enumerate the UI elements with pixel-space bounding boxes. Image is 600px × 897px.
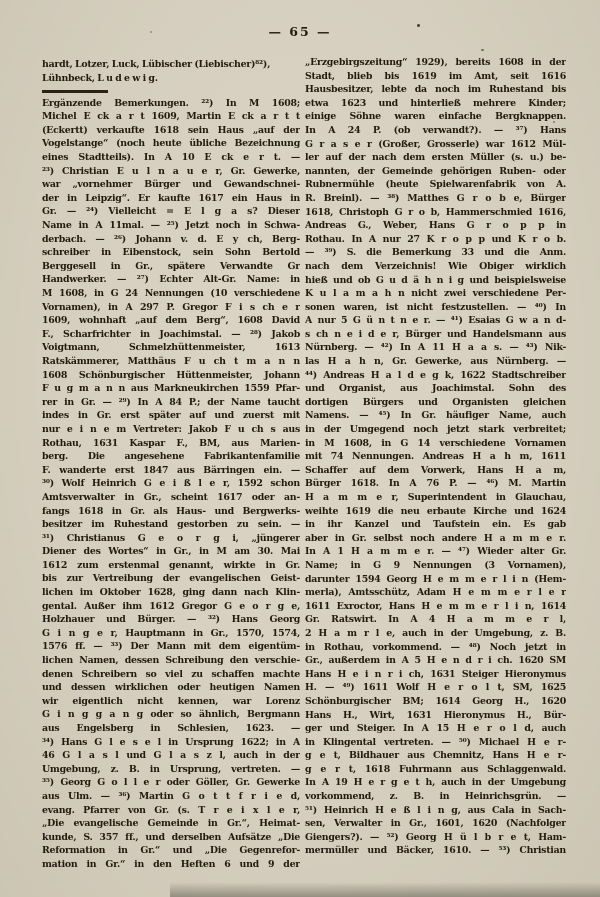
- text-line: Hans H e i n r i ch, 1631 Steiger Hieronymus: [305, 668, 566, 680]
- text-line: F. wanderte erst 1847 aus Bärringen ein. —: [42, 464, 300, 476]
- section-heading-line: [42, 97, 300, 111]
- text-line: G r a s e r (Großer, Grosserle) war 1612 Mül-: [305, 138, 566, 150]
- text-line: ³⁰) Wolf Heinrich G e i ß l e r, 1592 schon: [42, 478, 300, 490]
- text-line: aber in Gr. selbst noch andere H a m m e r.: [305, 532, 566, 544]
- text-line: besitzer im Ruhestand gestorben zu sein. —: [42, 519, 300, 531]
- left-column-body: [42, 110, 300, 871]
- text-line: Gr. — ²⁴) Vielleicht = E l g a s? Dieser: [42, 206, 300, 218]
- text-line: Gr. Ratswirt. In A 4 H a m m e r l,: [305, 614, 566, 626]
- text-line: H. — ⁴⁹) 1611 Wolf H e r o l t, SM, 1625: [305, 682, 566, 694]
- text-line: H a m m e r, Superintendent in Glauchau,: [305, 492, 566, 503]
- text-line: ger und Steiger. In A 15 H e r o l d, auch: [305, 723, 566, 735]
- text-line: eines Stadtteils). In A 10 E ck e r t. —: [42, 152, 300, 164]
- text-line: Nürnberg. — ⁴²) In A 11 H a a s. — ⁴³) Nik-: [305, 342, 566, 354]
- text-line: ³¹) Christianus G e o r g i, „jüngerer: [42, 532, 300, 544]
- text-line: schreiber in Eibenstock, sein Sohn Bertold: [42, 247, 300, 259]
- text-line: war „vornehmer Bürger und Gewandschnei-: [42, 179, 300, 191]
- text-line: Bürger 1618. In A 76 P. — ⁴⁶) M. Martin: [305, 478, 566, 490]
- text-line: A nur 5 G ü n t n e r. — ⁴¹) Esaias G w a n d-: [305, 315, 566, 327]
- text-line: nannten, der Gemeinde gehörigen Ruben- oder: [305, 165, 566, 177]
- text-line: ⁵¹) Heinrich H e ß l i n g, aus Cala in Sach-: [305, 804, 566, 816]
- text-line: g e t, Bildhauer aus Chemnitz, Hans H e r-: [305, 750, 566, 762]
- text-line: (Eckertt) verkaufte 1618 sein Haus „auf der: [42, 124, 300, 136]
- text-line: G i n g e r, Hauptmann in Gr., 1570, 1574,: [42, 627, 300, 639]
- text-line: 1609, wohnhaft „auf dem Berg“, 1608 David: [42, 315, 300, 327]
- text-line: Hausbesitzer, lebte da noch im Ruhestand bis: [305, 84, 566, 96]
- text-line: 1618, Christoph G r o b, Hammerschmied 1616,: [305, 206, 566, 218]
- right-column-body: [305, 56, 566, 858]
- text-line: mation in Gr.“ in den Heften 6 und 9 der: [42, 858, 300, 870]
- text-line: Name; in G 9 Nennungen (3 Vornamen),: [305, 559, 566, 571]
- text-line: Voigtmann, Schmelzhüttenmeister, 1613: [42, 342, 300, 354]
- text-line: In A 19 H e r g e t h, auch in der Umgebung: [305, 777, 566, 789]
- text-line: und dessen wirklichen oder heutigen Namen: [42, 682, 300, 694]
- text-line: Schönburgischer BM; 1614 Georg H., 1620: [305, 695, 566, 707]
- page-number: — 65 —: [268, 24, 332, 39]
- text-line: Namens. — ⁴⁵) In Gr. häufiger Name, auch: [305, 410, 566, 422]
- text-line: 1576 ff. — ³³) Der Mann mit dem eigentüm-: [42, 641, 300, 653]
- text-line: ler auf der nach dem ersten Müller (s. u.) be-: [305, 152, 566, 164]
- scan-speck: [417, 24, 420, 27]
- text-line: 46 G l a s l und G l a s z l, auch in der: [42, 750, 300, 762]
- text-line: in der Umgegend noch jetzt stark verbreitet;: [305, 424, 566, 436]
- text-line: s ch n e i d e r, Bürger und Handelsmann aus: [305, 328, 566, 340]
- left-column-intro: [42, 58, 300, 85]
- text-line: M 1608, in G 24 Nennungen (10 verschiedene: [42, 288, 300, 299]
- text-line: 1612 zum erstenmal genannt, wirkte in Gr.: [42, 559, 300, 571]
- text-line: fangs 1618 in Gr. als Haus- und Bergwerks-: [42, 505, 300, 517]
- text-line: Rothau, 1631 Kaspar F., BM, aus Marien-: [42, 437, 300, 449]
- text-line: Diener des Wortes“ in Gr., in M am 30. Mai: [42, 546, 300, 558]
- scan-smudge: [170, 882, 600, 897]
- text-line: dortigen Bürgers und Organisten gleichen: [305, 396, 566, 408]
- scan-speck: [150, 31, 152, 33]
- text-line: Stadt, blieb bis 1619 im Amt, seit 1616: [305, 70, 566, 82]
- text-line: evang. Pfarrer von Gr. (s. T r e i x l e r,: [42, 804, 300, 816]
- text-line: — ³⁹) S. die Bemerkung 33 und die Anm.: [305, 247, 566, 259]
- text-line: Hans H., Wirt, 1631 Hieronymus H., Bür-: [305, 709, 566, 721]
- text-line: sonen waren, ist nicht festzustellen. — ⁴⁰) In: [305, 301, 566, 313]
- text-line: ³⁴) Hans G l e s e l in Ursprung 1622; in A: [42, 736, 300, 748]
- text-line: merla), Amtsschütz, Adam H e m m e r l e r: [305, 587, 566, 599]
- text-line: Vornamen), in A 297 P. Gregor F i s ch e r: [42, 301, 300, 313]
- text-line: Lühnbeck, L u d e w i g.: [42, 72, 158, 84]
- text-line: der in Leipzig“. Er kaufte 1617 ein Haus in: [42, 192, 300, 204]
- text-line: indes in Gr. erst später auf und zuerst mit: [42, 410, 300, 422]
- text-line: ²³) Christian E u l n a u e r, Gr. Gewerke,: [42, 165, 300, 177]
- scan-speck: [481, 49, 484, 51]
- text-line: einige Söhne waren einfache Bergknappen.: [305, 111, 566, 123]
- text-line: in Klingental vertreten. — ⁵⁰) Michael H e r-: [305, 736, 566, 748]
- text-line: denen Schreibern so viel zu schaffen machte: [42, 668, 300, 680]
- text-line: berg. Die angesehene Fabrikantenfamilie: [42, 451, 300, 463]
- text-line: 1611 Exroctor, Hans H e m m e r l i n, 1614: [305, 600, 566, 612]
- text-line: Rothau. In A nur 27 K r o p p und K r o b.: [305, 233, 566, 245]
- text-line: g e r t, 1618 Fuhrmann aus Schlaggenwald.: [305, 763, 566, 775]
- text-line: Name in A 11mal. — ²⁵) Jetzt noch in Schwa-: [42, 220, 300, 232]
- text-line: bis zur Vertreibung der evangelischen Geist-: [42, 573, 300, 585]
- text-line: „Erzgebirgszeitung“ 1929), bereits 1608 in der: [305, 57, 566, 68]
- text-line: kunde, S. 357 ff., und derselben Aufsätze „Die: [42, 831, 300, 843]
- text-line: Holzhauer und Bürger. — ³²) Hans Georg: [42, 614, 300, 626]
- text-line: sen, Verwalter in Gr., 1601, 1620 (Nachfolger: [305, 818, 566, 830]
- text-line: lichen im Oktober 1628, ging dann nach Klin-: [42, 587, 300, 599]
- text-line: 1608 Schönburgischer Hüttenmeister, Johann: [42, 369, 300, 381]
- text-line: rer in Gr. — ²⁹) In A 84 P.; der Name taucht: [42, 396, 300, 408]
- text-line: wir eigentlich nicht kennen, war Lorenz: [42, 695, 300, 707]
- text-line: Gr., außerdem in A 5 H e n d r i ch. 1620 SM: [305, 655, 566, 667]
- text-line: hieß und ob G u d ä h n i g und beispielsweise: [305, 274, 566, 286]
- text-line: in ihr Kanzel und Taufstein ein. Es gab: [305, 519, 566, 531]
- text-line: las H a h n, Gr. Gewerke, aus Nürnberg. —: [305, 356, 566, 368]
- text-line: Reformation in Gr.“ und „Die Gegenrefor-: [42, 845, 300, 857]
- text-line: Giengers?). — ⁵²) Georg H ü l b r e t, Ham-: [305, 831, 566, 843]
- text-line: gental. Außer ihm 1612 Gregor G e o r g e,: [42, 600, 300, 612]
- text-line: hardt, Lotzer, Luck, Lübischer (Liebischer)⁸²),: [42, 59, 271, 70]
- text-line: Handwerker. — ²⁷) Echter Alt-Gr. Name: in: [42, 274, 300, 286]
- text-line: etwa 1623 und hinterließ mehrere Kinder;: [305, 97, 566, 109]
- footnote-separator-rule: [42, 90, 108, 93]
- text-line: mermüller und Bäcker, 1610. — ⁵³) Christian: [305, 845, 566, 857]
- text-line: Rubnermühle (heute Spielwarenfabrik von A.: [305, 179, 566, 191]
- text-line: vorkommend, z. B. in Heinrichsgrün. —: [305, 791, 566, 803]
- text-line: F u g m a n n aus Markneukirchen 1559 Pfar-: [42, 383, 300, 395]
- section-title: Ergänzende Bemerkungen.: [42, 97, 189, 109]
- text-line: Michel E ck a r t 1609, Martin E ck a r t t: [42, 111, 300, 123]
- text-line: in Rothau, vorkommend. — ⁴⁸) Noch jetzt in: [305, 641, 566, 653]
- text-line: derbach. — ²⁶) Johann v. d. E y ch, Berg-: [42, 233, 300, 245]
- text-line: lichen Namen, dessen Schreibung den verschie-: [42, 655, 300, 667]
- text-line: nur e i n e m Vertreter: Jakob F u ch s aus: [42, 423, 300, 435]
- text-line: R. Breinl). — ³⁸) Matthes G r o b e, Bürger: [305, 192, 566, 204]
- text-line: 2 H a m r l e, auch in der Umgebung, z. B.: [305, 627, 566, 639]
- text-line: ³⁵) Georg G o l l e r oder Göller, Gr. Gewerke: [42, 777, 300, 789]
- text-line: aus Engelsberg in Schlesien, 1623. —: [42, 723, 300, 734]
- text-line: In A 24 P. (ob verwandt?). — ³⁷) Hans: [305, 124, 566, 136]
- text-line: ⁴⁴) Andreas H a l d e g k, 1622 Stadtschreiber: [305, 369, 566, 381]
- text-line: Berggesell in Gr., spätere Verwandte Gr: [42, 260, 300, 272]
- text-line: in M 1608, in G 14 verschiedene Vornamen: [305, 437, 566, 449]
- text-line: darunter 1594 Georg H e m m e r l i n (Hem-: [305, 573, 566, 585]
- left-column: [42, 58, 300, 872]
- text-line: G i n g g a n g oder so ähnlich, Bergmann: [42, 709, 300, 721]
- section-heading-rest: ²²) In M 1608;: [188, 97, 300, 109]
- text-line: Ratskämmerer, Matthäus F u ch t m a n n: [42, 355, 300, 367]
- text-line: Amtsverwalter in Gr., scheint 1617 oder an-: [42, 491, 300, 503]
- text-line: nach dem Verzeichnis! Wie Obiger wirklich: [305, 260, 566, 272]
- text-line: K u l a m a h n nicht zwei verschiedene Per-: [305, 288, 566, 300]
- text-line: aus Ulm. — ³⁶) Martin G o t t f r i e d,: [42, 790, 300, 802]
- text-line: mit 74 Nennungen. Andreas H a h m, 1611: [305, 451, 566, 463]
- text-line: „Die evangelische Gemeinde in Gr.“, Heimat-: [42, 818, 300, 830]
- text-line: F., Scharfrichter in Joachimstal. — ²⁸) Jakob: [42, 328, 300, 340]
- text-line: Vogelstange“ (noch heute übliche Bezeichnung: [42, 138, 300, 150]
- text-line: weihte 1619 die neu erbaute Kirche und 1624: [305, 505, 566, 517]
- text-line: Andreas G., Weber, Hans G r o p p in: [305, 220, 566, 232]
- text-line: Schaffer auf dem Vorwerk, Hans H a m,: [305, 464, 566, 476]
- text-line: Umgebung, z. B. in Ursprung, vertreten. —: [42, 763, 300, 775]
- text-line: In A 1 H a m m e r. — ⁴⁷) Wieder alter Gr.: [305, 546, 566, 558]
- text-line: und Organist, aus Joachimstal. Sohn des: [305, 383, 566, 395]
- right-column: [305, 56, 566, 858]
